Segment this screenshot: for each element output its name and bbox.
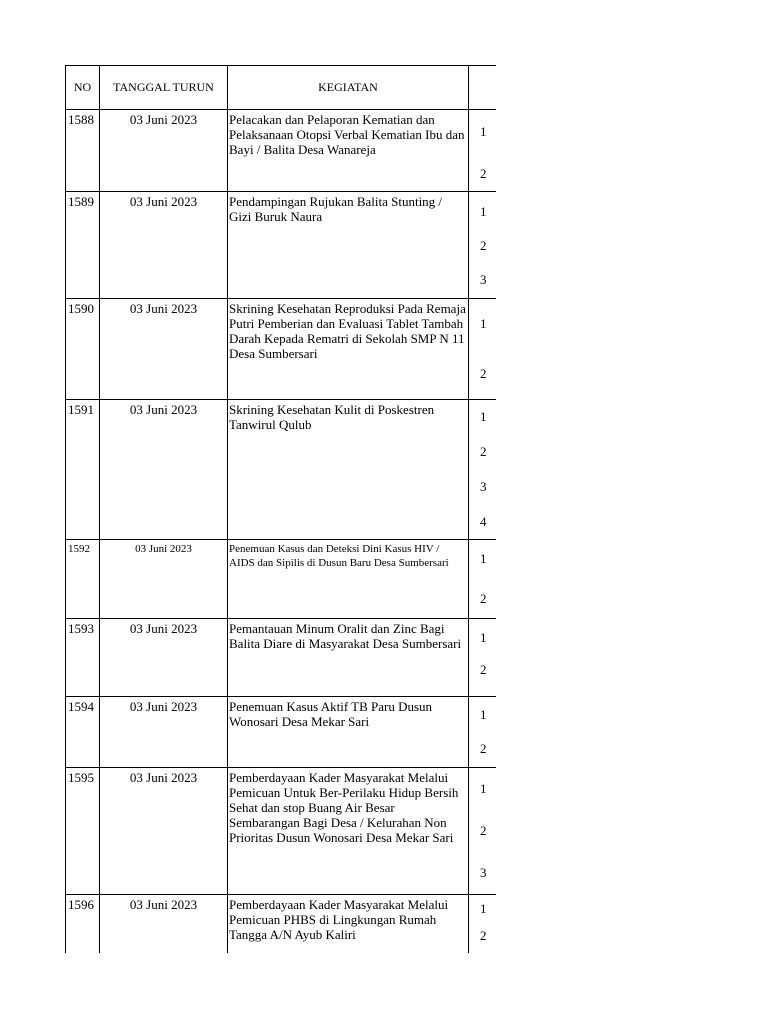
row-no: 1588 (66, 110, 100, 192)
row-no: 1594 (66, 697, 100, 768)
row-number-item: 4 (480, 514, 487, 529)
table-header-row (66, 66, 496, 110)
row-no: 1593 (66, 619, 100, 697)
row-date: 03 Juni 2023 (100, 299, 228, 400)
row-numbers (469, 619, 496, 697)
row-kegiatan: Penemuan Kasus dan Deteksi Dini Kasus HIV / AIDS dan Sipilis di Dusun Baru Desa Sumbersari (228, 540, 469, 619)
row-date: 03 Juni 2023 (100, 110, 228, 192)
row-number-item: 2 (480, 591, 487, 606)
row-numbers (469, 540, 496, 619)
row-no: 1595 (66, 768, 100, 895)
table-row (66, 768, 496, 895)
row-number-item: 2 (480, 741, 487, 756)
row-numbers (469, 400, 496, 540)
row-kegiatan: Pemberdayaan Kader Masyarakat Melalui Pemicuan PHBS di Lingkungan Rumah Tangga A/N Ayub Kaliri (228, 895, 469, 954)
row-no: 1589 (66, 192, 100, 299)
row-numbers (469, 895, 496, 954)
row-number-item: 2 (480, 928, 487, 943)
row-no: 1591 (66, 400, 100, 540)
row-number-item: 3 (480, 272, 487, 287)
row-number-item: 1 (480, 409, 487, 424)
table-row (66, 299, 496, 400)
row-kegiatan: Skrining Kesehatan Reproduksi Pada Remaja Putri Pemberian dan Evaluasi Tablet Tambah Darah Kepada Rematri di Sekolah SMP N 11 Desa Sumbersari (228, 299, 469, 400)
row-date: 03 Juni 2023 (100, 400, 228, 540)
row-date: 03 Juni 2023 (100, 697, 228, 768)
row-kegiatan: Pelacakan dan Pelaporan Kematian dan Pelaksanaan Otopsi Verbal Kematian Ibu dan Bayi / Balita Desa Wanareja (228, 110, 469, 192)
row-date: 03 Juni 2023 (100, 768, 228, 895)
table-row (66, 110, 496, 192)
header-kegiatan: KEGIATAN (228, 66, 469, 110)
row-number-item: 1 (480, 551, 487, 566)
row-numbers (469, 192, 496, 299)
row-number-item: 1 (480, 316, 487, 331)
row-number-item: 1 (480, 781, 487, 796)
header-no: NO (66, 66, 100, 110)
row-numbers (469, 697, 496, 768)
row-number-item: 1 (480, 630, 487, 645)
row-kegiatan: Penemuan Kasus Aktif TB Paru Dusun Wonosari Desa Mekar Sari (228, 697, 469, 768)
row-number-item: 1 (480, 707, 487, 722)
row-kegiatan: Pemantauan Minum Oralit dan Zinc Bagi Balita Diare di Masyarakat Desa Sumbersari (228, 619, 469, 697)
row-number-item: 1 (480, 901, 487, 916)
row-number-item: 2 (480, 444, 487, 459)
row-number-item: 3 (480, 479, 487, 494)
row-number-item: 2 (480, 166, 487, 181)
header-tanggal-turun: TANGGAL TURUN (100, 66, 228, 110)
table-row (66, 192, 496, 299)
row-no: 1596 (66, 895, 100, 954)
row-date: 03 Juni 2023 (100, 540, 228, 619)
row-no: 1590 (66, 299, 100, 400)
row-numbers (469, 110, 496, 192)
table-row (66, 540, 496, 619)
table-row (66, 895, 496, 954)
row-numbers (469, 768, 496, 895)
row-number-item: 1 (480, 204, 487, 219)
row-kegiatan: Pemberdayaan Kader Masyarakat Melalui Pemicuan Untuk Ber-Perilaku Hidup Bersih Sehat dan stop Buang Air Besar Sembarangan Bagi Desa / Kelurahan Non Prioritas Dusun Wonosari Desa Mekar Sari (228, 768, 469, 895)
row-numbers (469, 299, 496, 400)
row-kegiatan: Pendampingan Rujukan Balita Stunting / Gizi Buruk Naura (228, 192, 469, 299)
table-row (66, 619, 496, 697)
row-number-item: 2 (480, 366, 487, 381)
row-date: 03 Juni 2023 (100, 895, 228, 954)
row-date: 03 Juni 2023 (100, 192, 228, 299)
row-no: 1592 (66, 540, 100, 619)
row-number-item: 2 (480, 662, 487, 677)
activity-table (65, 65, 496, 953)
table-row (66, 697, 496, 768)
header-blank (469, 66, 496, 110)
row-date: 03 Juni 2023 (100, 619, 228, 697)
row-number-item: 2 (480, 823, 487, 838)
table-row (66, 400, 496, 540)
row-number-item: 3 (480, 865, 487, 880)
row-number-item: 1 (480, 124, 487, 139)
row-kegiatan: Skrining Kesehatan Kulit di Poskestren Tanwirul Qulub (228, 400, 469, 540)
row-number-item: 2 (480, 238, 487, 253)
